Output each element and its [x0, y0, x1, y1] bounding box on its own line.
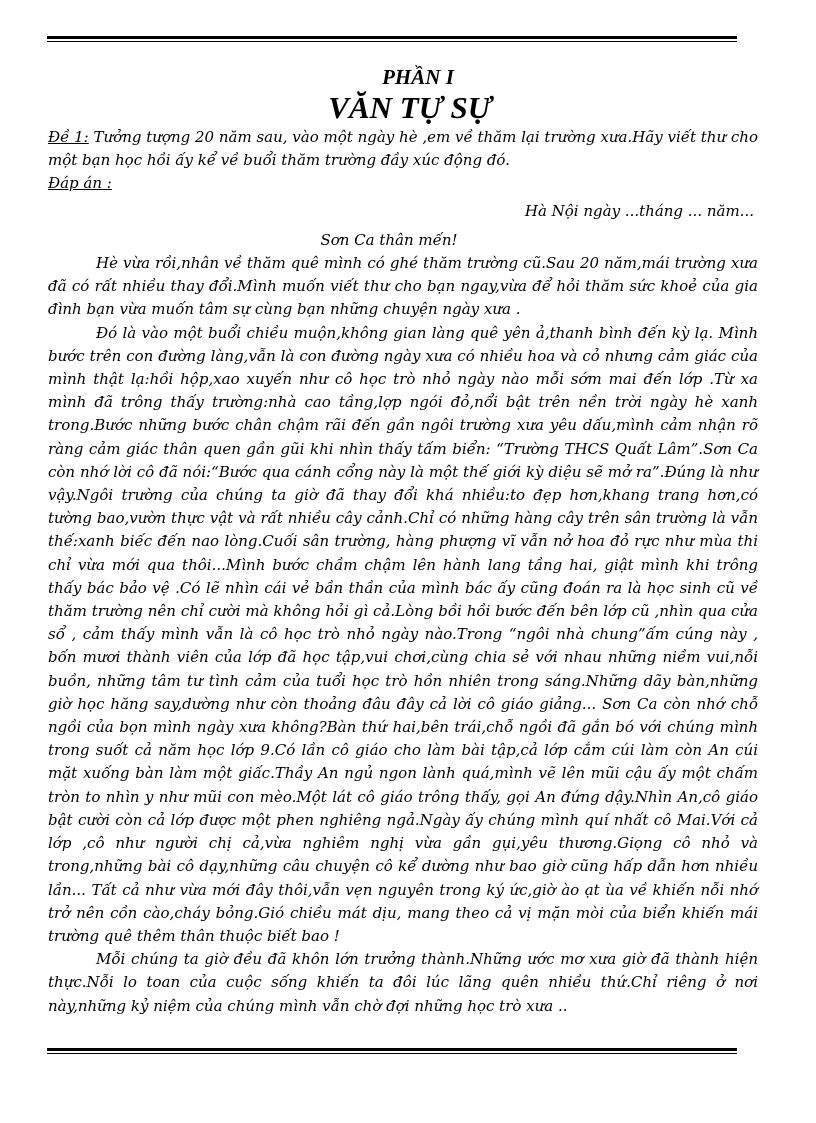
bottom-border-rule	[47, 1048, 737, 1054]
letter-paragraph-2: Đó là vào một buổi chiều muộn,không gian làng quê yên ả,thanh bình đến kỳ lạ. Mình bước trên con đường làng,vẫn là con đường ngày xưa có nhiều hoa và cỏ nhưng cảm giác của mình thật lạ:hồi hộp,xao xuyến như cô học trò nhỏ ngày nào mỗi sớm mai đến lớp .Từ xa mình đã trông thấy trường:nhà cao tầng,lợp ngói đỏ,nổi bật trên nền trời ngày hè xanh trong.Bước những bước chân chậm rãi đến gần ngôi trường xưa yêu dấu,mình cảm nhận rõ ràng cảm giác thân quen gần gũi khi nhìn thấy tấm biển: “Trường THCS Quất Lâm”.Sơn Ca còn nhớ lời cô đã nói:“Bước qua cánh cổng này là một thế giới kỳ diệu sẽ mở ra”.Đúng là như vậy.Ngôi trường của chúng ta giờ đã thay đổi khá nhiều:to đẹp hơn,khang trang hơn,có tường bao,vườn thực vật và rất nhiều cây cảnh.Chỉ có những hàng cây trên sân trường là vẫn thế:xanh biếc đến nao lòng.Cuối sân trường, hàng phượng vĩ vẫn nở hoa đỏ rực như mùa thi chỉ vừa mới qua thôi...Mình bước chầm chậm lên hành lang tầng hai, giật mình khi trông thấy bác bảo vệ .Có lẽ nhìn cái vẻ bần thần của mình bác ấy cũng đoán ra là học sinh cũ về thăm trường nên chỉ cười mà không hỏi gì cả.Lòng bồi hồi bước đến bên lớp cũ ,nhìn qua cửa sổ , cảm thấy mình vẫn là cô học trò nhỏ ngày nào.Trong “ngôi nhà chung”ấm cúng này , bốn mươi thành viên của lớp đã học tập,vui chơi,cùng chia sẻ với nhau những niềm vui,nỗi buồn, những tâm tư tình cảm của tuổi học trò hồn nhiên trong sáng.Những dãy bàn,những giờ học hăng say,dường như còn thoảng đâu đây cả lời cô giáo giảng... Sơn Ca còn nhớ chỗ ngồi của bọn mình ngày xưa không?Bàn thứ hai,bên trái,chỗ ngồi đã gắn bó với chúng mình trong suốt cả năm học lớp 9.Có lần cô giáo cho làm bài tập,cả lớp cắm cúi làm còn An cúi mặt xuống bàn làm một giấc.Thầy An ngủ ngon lành quá,mình vẽ lên mũi cậu ấy một chấm tròn to nhìn y như mũi con mèo.Một lát cô giáo trông thấy, gọi An đứng dậy.Nhìn An,cô giáo bật cười còn cả lớp được một phen nghiêng ngả.Ngày ấy chúng mình quí nhất cô Mai.Với cả lớp ,cô như người chị cả,vừa nghiêm nghị vừa gần gụi,yêu thương.Giọng cô nhỏ và trong,những bài cô dạy,những câu chuyện cô kể dường như bao giờ cũng hấp dẫn hơn nhiều lần... Tất cả như vừa mới đây thôi,vẫn vẹn nguyên trong ký ức,giờ ào ạt ùa về khiến nỗi nhớ trở nên cồn cào,cháy bỏng.Gió chiều mát dịu, mang theo cả vị mặn mòi của biển khiến mái trường quê thêm thân thuộc biết bao !	[48, 323, 758, 945]
answer-label: Đáp án :	[48, 174, 112, 193]
letter-greeting: Sơn Ca thân mến!	[320, 230, 458, 249]
letter-date-line: Hà Nội ngày ...tháng ... năm...	[524, 201, 754, 220]
document-body	[48, 64, 758, 1018]
prompt-label: Đề 1:	[48, 128, 89, 146]
letter-paragraph-3: Mỗi chúng ta giờ đều đã khôn lớn trưởng thành.Những ước mơ xưa giờ đã thành hiện thực.Nỗi lo toan của cuộc sống khiến ta đôi lúc lãng quên nhiều thứ.Chỉ riêng ở nơi này,những kỷ niệm của chúng mình vẫn chờ đợi những học trò xưa ..	[48, 950, 758, 1015]
section-title: VĂN TỰ SỰ	[328, 90, 492, 125]
top-border-rule	[47, 36, 737, 42]
answer-label-line	[48, 172, 758, 195]
letter-paragraph-1: Hè vừa rồi,nhân về thăm quê mình có ghé thăm trường cũ.Sau 20 năm,mái trường xưa đã có rất nhiều thay đổi.Mình muốn viết thư cho bạn ngay,vừa để hỏi thăm sức khoẻ của gia đình bạn vừa muốn tâm sự cùng bạn những chuyện ngày xưa .	[48, 254, 758, 319]
prompt-text: Tưởng tượng 20 năm sau, vào một ngày hè ,em về thăm lại trường xưa.Hãy viết thư cho một bạn học hồi ấy kể về buổi thăm trường đầy xúc động đó.	[48, 128, 758, 170]
essay-prompt	[48, 126, 758, 172]
part-heading: PHẦN I	[382, 65, 454, 89]
